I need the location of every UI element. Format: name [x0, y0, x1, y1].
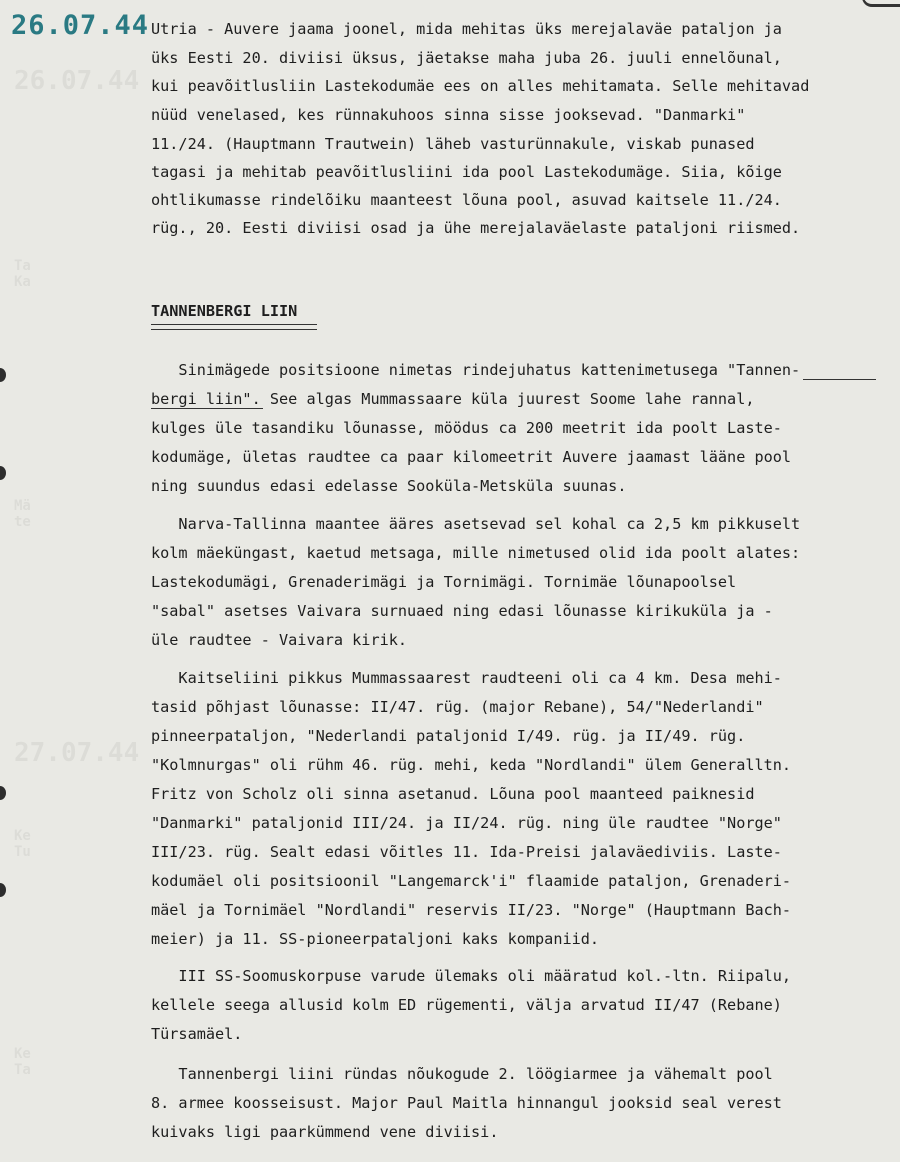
text-line: mäel ja Tornimäel "Nordlandi" reservis II/23. "Norge" (Hauptmann Bach-	[151, 901, 792, 919]
term-underline	[151, 408, 263, 409]
text-line: Kaitseliini pikkus Mummassaarest raudteeni oli ca 4 km. Desa mehi-	[151, 669, 782, 687]
bleed-through-margin: Ke Tu	[14, 828, 31, 860]
text-line: III SS-Soomuskorpuse varude ülemaks oli määratud kol.-ltn. Riipalu,	[151, 967, 792, 985]
text-line: kulges üle tasandiku lõunasse, möödus ca 200 meetrit ida poolt Laste-	[151, 419, 782, 437]
binder-hole	[0, 883, 6, 897]
text-line: kuivaks ligi paarkümmend vene diviisi.	[151, 1123, 499, 1141]
text-line: ohtlikumasse rindelõiku maanteest lõuna pool, asuvad kaitsele 11./24.	[151, 191, 782, 209]
heading-double-underline	[151, 324, 317, 330]
text-line: nüüd venelased, kes rünnakuhoos sinna sisse jooksevad. "Danmarki"	[151, 106, 746, 124]
term-underline	[803, 379, 876, 380]
text-line: kodumäel oli positsioonil "Langemarck'i" flaamide pataljon, Grenaderi-	[151, 872, 792, 890]
text-line: "sabal" asetses Vaivara surnuaed ning edasi lõunasse kirikuküla ja -	[151, 602, 773, 620]
text-line: kodumäge, ületas raudtee ca paar kilomeetrit Auvere jaamast lääne pool	[151, 448, 792, 466]
text-line: kolm mäeküngast, kaetud metsaga, mille nimetused olid ida poolt alates:	[151, 544, 801, 562]
text-line: tasid põhjast lõunasse: II/47. rüg. (major Rebane), 54/"Nederlandi"	[151, 698, 764, 716]
text-line: III/23. rüg. Sealt edasi võitles 11. Ida-Preisi jalaväediviis. Laste-	[151, 843, 782, 861]
text-line: ning suundus edasi edelasse Sooküla-Metsküla suunas.	[151, 477, 627, 495]
bleed-through-margin: Ke Ta	[14, 1046, 31, 1078]
text-line: 8. armee koosseisust. Major Paul Maitla hinnangul jooksid seal verest	[151, 1094, 782, 1112]
binder-hole	[0, 368, 6, 382]
bleed-through-margin: Ta Ka	[14, 258, 31, 290]
text-line: Utria - Auvere jaama joonel, mida mehitas üks merejalaväe pataljon ja	[151, 20, 782, 38]
text-line: tagasi ja mehitab peavõitlusliini ida pool Lastekodumäge. Siia, kõige	[151, 163, 782, 181]
binder-hole	[0, 786, 6, 800]
text-line: Sinimägede positsioone nimetas rindejuhatus kattenimetusega "Tannen-	[151, 361, 801, 379]
bleed-through-date: 27.07.44	[14, 738, 140, 768]
bleed-through-date: 26.07.44	[14, 66, 140, 96]
text-line: bergi liin". See algas Mummassaare küla juurest Soome lahe rannal,	[151, 390, 755, 408]
section-heading: TANNENBERGI LIIN	[151, 302, 298, 320]
text-line: Fritz von Scholz oli sinna asetanud. Lõuna pool maanteed paiknesid	[151, 785, 755, 803]
text-line: Türsamäel.	[151, 1025, 243, 1043]
text-line: rüg., 20. Eesti diviisi osad ja ühe merejalaväelaste pataljoni riismed.	[151, 219, 801, 237]
text-line: üks Eesti 20. diviisi üksus, jäetakse maha juba 26. juuli ennelõunal,	[151, 49, 782, 67]
text-line: 11./24. (Hauptmann Trautwein) läheb vasturünnakule, viskab punased	[151, 135, 755, 153]
text-line: kellele seega allusid kolm ED rügementi, välja arvatud II/47 (Rebane)	[151, 996, 782, 1014]
bleed-through-margin: Mä te	[14, 498, 31, 530]
text-line: meier) ja 11. SS-pioneerpataljoni kaks kompaniid.	[151, 930, 600, 948]
text-line: kui peavõitlusliin Lastekodumäe ees on alles mehitamata. Selle mehitavad	[151, 77, 810, 95]
date-stamp: 26.07.44	[11, 10, 150, 41]
text-line: Tannenbergi liini ründas nõukogude 2. löögiarmee ja vähemalt pool	[151, 1065, 773, 1083]
text-line: Narva-Tallinna maantee ääres asetsevad sel kohal ca 2,5 km pikkuselt	[151, 515, 801, 533]
text-line: pinneerpataljon, "Nederlandi pataljonid I/49. rüg. ja II/49. rüg.	[151, 727, 746, 745]
binder-hole	[0, 466, 6, 480]
text-line: Lastekodumägi, Grenaderimägi ja Tornimägi. Tornimäe lõunapoolsel	[151, 573, 737, 591]
page-number-fragment	[862, 0, 900, 7]
text-line: üle raudtee - Vaivara kirik.	[151, 631, 408, 649]
text-line: "Danmarki" pataljonid III/24. ja II/24. rüg. ning üle raudtee "Norge"	[151, 814, 782, 832]
text-line: "Kolmnurgas" oli rühm 46. rüg. mehi, keda "Nordlandi" ülem Generalltn.	[151, 756, 792, 774]
